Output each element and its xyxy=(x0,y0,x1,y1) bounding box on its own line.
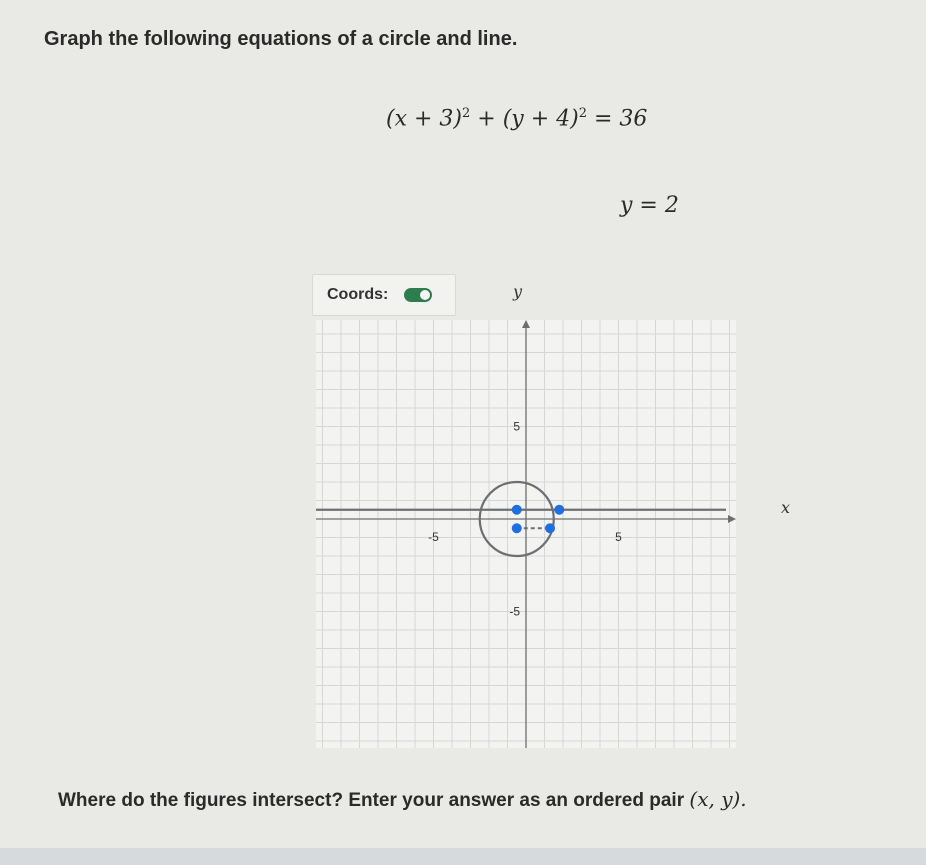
y-axis-label: y xyxy=(513,282,523,301)
point-marker xyxy=(554,505,564,515)
coords-toggle[interactable] xyxy=(404,288,432,302)
y-axis-arrow xyxy=(522,320,530,328)
exponent-1: 2 xyxy=(462,106,471,121)
question-math: (x, y). xyxy=(689,787,747,811)
point-marker xyxy=(545,523,555,533)
answer-strip[interactable] xyxy=(0,848,926,865)
tick-y-neg: -5 xyxy=(509,604,520,619)
circle-equation xyxy=(386,106,647,131)
axes xyxy=(316,320,736,748)
instruction-text: Graph the following equations of a circle and line. xyxy=(44,28,518,50)
line-equation: y = 2 xyxy=(620,193,679,218)
coords-control xyxy=(312,274,456,316)
circle-eq-part1: (x + 3) xyxy=(386,106,462,132)
point-marker xyxy=(512,505,522,515)
point-marker xyxy=(512,523,522,533)
toggle-knob xyxy=(420,290,430,300)
circle-eq-part3: = 36 xyxy=(587,106,648,132)
graph-svg[interactable] xyxy=(316,320,736,748)
circle-eq-part2: + (y + 4) xyxy=(470,106,579,132)
question-body: Where do the figures intersect? Enter your answer as an ordered pair xyxy=(58,790,690,811)
exponent-2: 2 xyxy=(578,106,587,121)
graph-area[interactable] xyxy=(316,320,736,748)
coords-label: Coords: xyxy=(327,286,389,303)
tick-y-pos: 5 xyxy=(513,419,520,434)
question-text xyxy=(58,787,747,812)
tick-x-pos: 5 xyxy=(615,530,622,544)
tick-x-neg: -5 xyxy=(428,530,439,544)
x-axis-label: x xyxy=(781,498,791,517)
x-axis-arrow xyxy=(728,515,736,523)
